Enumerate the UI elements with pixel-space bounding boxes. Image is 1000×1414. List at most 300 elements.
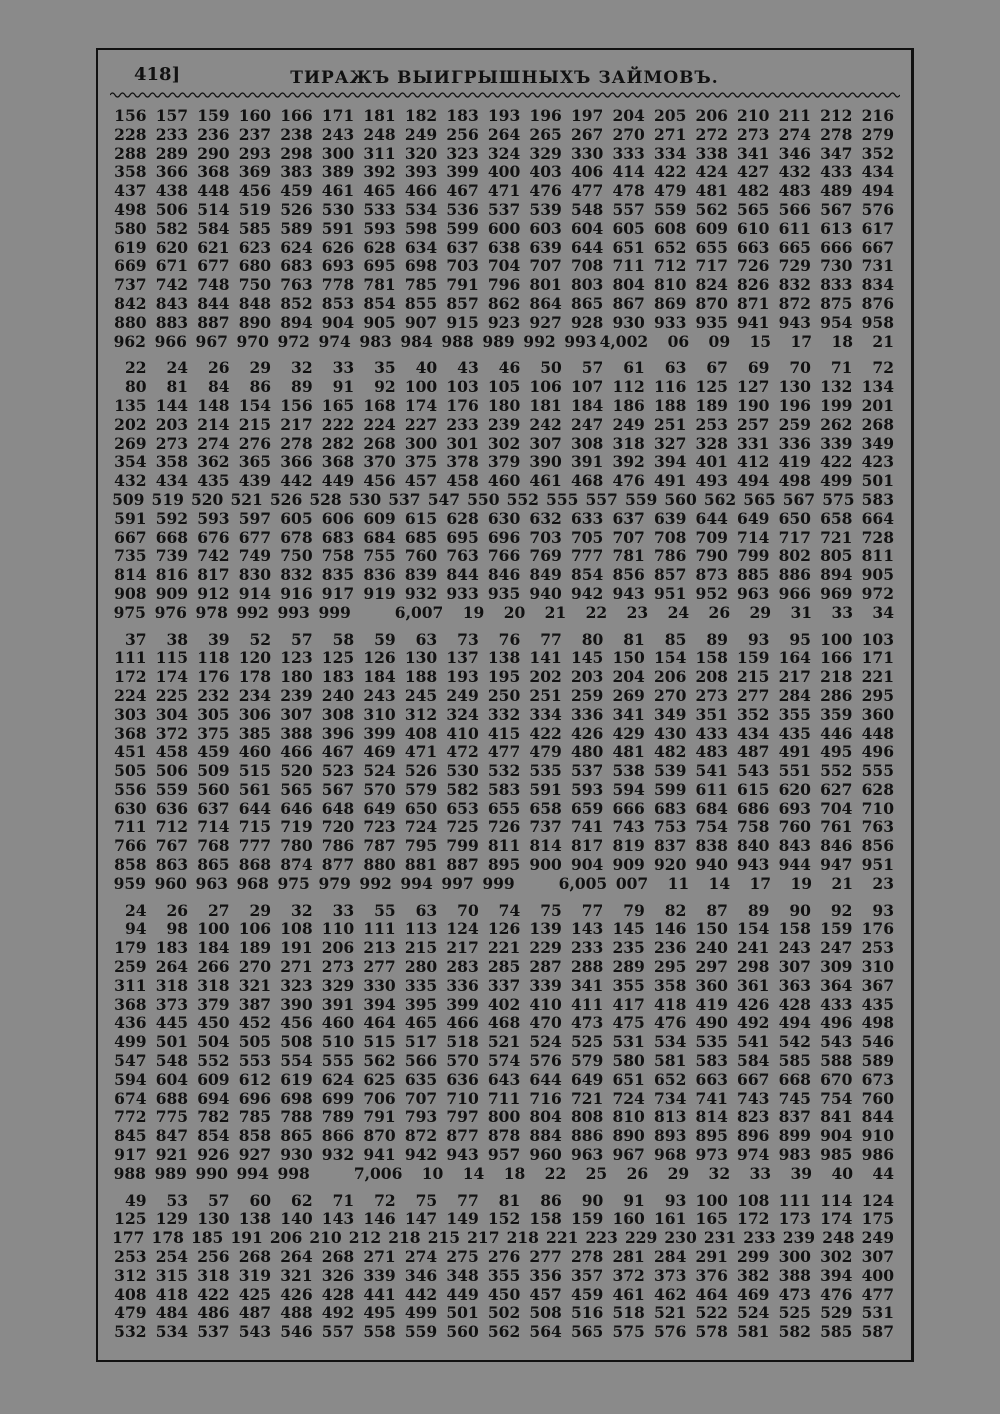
table-cell: 336 — [778, 433, 811, 453]
table-cell: 943 — [737, 855, 770, 875]
table-cell: 265 — [529, 124, 562, 144]
table-cell: 165 — [321, 395, 355, 415]
table-cell: 323 — [280, 975, 313, 995]
table-cell: 712 — [654, 256, 687, 276]
table-cell: 496 — [820, 1013, 853, 1033]
table-cell: 408 — [114, 1284, 147, 1304]
table-cell: 627 — [820, 779, 853, 799]
table-cell: 582 — [446, 779, 479, 799]
table-cell: 905 — [363, 312, 396, 332]
table-cell: 378 — [446, 452, 479, 472]
table-cell: 221 — [546, 1228, 579, 1248]
table-cell: 457 — [404, 471, 438, 491]
table-cell: 519 — [151, 489, 184, 509]
table-cell: 336 — [446, 975, 479, 995]
table-cell: 775 — [155, 1107, 189, 1127]
table-cell: 168 — [363, 395, 396, 415]
table-cell: 649 — [570, 1069, 604, 1089]
table-cell: 302 — [487, 433, 521, 453]
table-cell: 711 — [612, 256, 645, 276]
table-cell: 941 — [363, 1145, 396, 1165]
table-cell: 849 — [529, 565, 562, 585]
table-cell: 274 — [197, 433, 230, 453]
table-cell: 464 — [363, 1013, 396, 1033]
table-cell: 26 — [626, 1163, 649, 1183]
table-cell: 887 — [446, 855, 479, 875]
table-row — [108, 276, 897, 295]
table-cell: 143 — [321, 1209, 355, 1229]
table-cell: 695 — [363, 256, 396, 276]
table-cell: 522 — [695, 1303, 728, 1323]
table-cell: 429 — [612, 723, 645, 743]
table-cell: 298 — [737, 957, 770, 977]
table-cell: 839 — [404, 565, 438, 585]
table-cell: 992 — [359, 873, 392, 893]
table-cell: 498 — [861, 1013, 894, 1033]
table-cell: 134 — [861, 377, 894, 397]
table-cell: 426 — [280, 1284, 313, 1304]
table-cell: 778 — [321, 275, 355, 295]
table-cell: 143 — [570, 919, 604, 939]
table-cell: 87 — [706, 900, 728, 920]
table-row — [108, 547, 897, 566]
table-cell: 543 — [820, 1032, 853, 1052]
table-cell: 419 — [695, 994, 728, 1014]
table-cell: 341 — [612, 704, 645, 724]
table-cell: 280 — [404, 957, 438, 977]
table-cell: 387 — [238, 994, 272, 1014]
table-cell: 557 — [321, 1322, 355, 1342]
table-cell: 579 — [570, 1051, 604, 1071]
table-row — [108, 1286, 897, 1305]
table-cell: 947 — [820, 855, 853, 875]
table-cell: 196 — [778, 395, 811, 415]
table-cell: 458 — [155, 742, 189, 762]
table-cell: 235 — [612, 938, 645, 958]
table-cell: 559 — [404, 1322, 438, 1342]
table-cell: 537 — [388, 489, 421, 509]
number-block — [108, 107, 897, 351]
table-cell: 26 — [208, 358, 230, 378]
table-cell: 460 — [321, 1013, 355, 1033]
table-cell: 707 — [612, 527, 645, 547]
table-cell: 539 — [529, 199, 562, 219]
table-cell: 243 — [778, 938, 811, 958]
table-cell: 138 — [487, 648, 521, 668]
table-cell: 649 — [363, 798, 396, 818]
table-cell: 741 — [570, 817, 604, 837]
table-cell: 362 — [197, 452, 230, 472]
table-cell: 205 — [654, 106, 687, 125]
table-cell: 541 — [695, 761, 728, 781]
table-cell: 482 — [737, 181, 770, 201]
table-cell: 514 — [197, 199, 230, 219]
table-cell: 154 — [654, 648, 687, 668]
table-cell: 385 — [238, 723, 272, 743]
table-cell: 432 — [778, 162, 811, 182]
table-cell: 646 — [280, 798, 313, 818]
table-cell: 805 — [820, 546, 853, 566]
number-block — [108, 1192, 897, 1342]
table-cell: 70 — [457, 900, 479, 920]
table-cell: 846 — [820, 836, 853, 856]
table-cell: 880 — [363, 855, 396, 875]
table-row — [108, 1304, 897, 1323]
table-cell: 259 — [570, 685, 604, 705]
table-cell: 496 — [861, 742, 894, 762]
table-cell: 148 — [197, 395, 230, 415]
table-cell: 321 — [280, 1265, 313, 1285]
table-cell: 271 — [280, 957, 313, 977]
table-cell: 29 — [249, 900, 272, 920]
table-cell: 89 — [706, 629, 728, 649]
table-cell: 145 — [612, 919, 645, 939]
table-cell: 100 — [695, 1190, 728, 1210]
table-cell: 968 — [654, 1145, 687, 1165]
table-cell: 832 — [778, 275, 811, 295]
table-cell: 399 — [446, 994, 479, 1014]
table-cell: 06 — [667, 331, 690, 351]
table-cell: 185 — [190, 1228, 224, 1248]
table-cell: 311 — [363, 143, 396, 163]
table-cell: 499 — [114, 1032, 147, 1052]
table-cell: 476 — [529, 181, 562, 201]
table-cell: 334 — [654, 143, 687, 163]
table-cell: 604 — [570, 218, 604, 238]
table-cell: 336 — [570, 704, 604, 724]
table-cell: 426 — [737, 994, 770, 1014]
table-cell: 319 — [238, 1265, 272, 1285]
table-cell: 160 — [612, 1209, 645, 1229]
table-row — [108, 510, 897, 529]
table-cell: 565 — [743, 489, 776, 509]
table-cell: 966 — [778, 583, 811, 603]
table-cell: 23 — [626, 602, 649, 622]
table-cell: 477 — [861, 1284, 894, 1304]
table-cell: 339 — [529, 975, 562, 995]
table-cell: 620 — [778, 779, 811, 799]
table-cell: 532 — [487, 761, 521, 781]
table-cell: 09 — [708, 331, 731, 351]
table-cell: 366 — [155, 162, 189, 182]
table-cell: 360 — [695, 975, 728, 995]
table-cell: 103 — [861, 629, 894, 649]
table-cell: 481 — [695, 181, 728, 201]
table-cell: 243 — [363, 685, 396, 705]
table-cell: 368 — [197, 162, 230, 182]
table-cell: 721 — [570, 1088, 604, 1108]
table-cell: 43 — [457, 358, 479, 378]
table-cell: 58 — [332, 629, 355, 649]
table-cell: 871 — [737, 293, 770, 313]
table-cell: 476 — [820, 1284, 853, 1304]
table-cell: 923 — [487, 312, 521, 332]
table-cell: 130 — [404, 648, 438, 668]
table-cell: 852 — [280, 293, 313, 313]
table-row — [108, 781, 897, 800]
table-cell: 20 — [503, 602, 526, 622]
table-row — [108, 359, 897, 378]
table-cell: 693 — [321, 256, 355, 276]
table-cell: 802 — [778, 546, 811, 566]
table-cell: 468 — [570, 471, 604, 491]
table-cell: 856 — [861, 836, 894, 856]
table-cell: 910 — [861, 1126, 894, 1146]
table-cell: 33 — [831, 602, 854, 622]
table-cell: 555 — [321, 1051, 355, 1071]
table-cell: 423 — [861, 452, 894, 472]
table-cell: 278 — [820, 124, 853, 144]
table-cell: 605 — [280, 508, 313, 528]
table-cell: 352 — [737, 704, 770, 724]
table-cell: 269 — [612, 685, 645, 705]
table-cell: 176 — [446, 395, 479, 415]
table-cell: 899 — [778, 1126, 811, 1146]
table-cell: 562 — [695, 199, 728, 219]
table-cell: 652 — [654, 1069, 687, 1089]
table-row — [108, 875, 897, 894]
table-cell: 709 — [695, 527, 728, 547]
table-cell: 666 — [612, 798, 645, 818]
table-cell: 293 — [238, 143, 272, 163]
table-cell: 619 — [280, 1069, 313, 1089]
table-cell: 360 — [861, 704, 894, 724]
table-cell: 791 — [363, 1107, 396, 1127]
table-cell: 521 — [487, 1032, 521, 1052]
table-cell: 583 — [695, 1051, 728, 1071]
table-cell: 10 — [421, 1163, 444, 1183]
table-cell: 761 — [820, 817, 853, 837]
table-cell: 933 — [654, 312, 687, 332]
table-cell: 469 — [737, 1284, 770, 1304]
table-cell: 917 — [114, 1145, 147, 1165]
table-cell: 320 — [404, 143, 438, 163]
table-cell: 462 — [654, 1284, 687, 1304]
table-cell: 401 — [695, 452, 728, 472]
table-cell: 983 — [359, 331, 392, 351]
table-cell: 978 — [195, 602, 228, 622]
table-cell: 499 — [404, 1303, 438, 1323]
table-cell: 526 — [280, 199, 313, 219]
table-row — [108, 1267, 897, 1286]
table-cell: 575 — [822, 489, 855, 509]
table-cell: 634 — [404, 237, 438, 257]
table-cell: 728 — [861, 527, 894, 547]
table-cell: 124 — [861, 1190, 894, 1210]
running-title: ТИРАЖЪ ВЫИГРЫШНЫХЪ ЗАЙМОВЪ. — [290, 68, 719, 88]
table-cell: 403 — [529, 162, 562, 182]
table-cell: 434 — [155, 471, 189, 491]
table-cell: 222 — [321, 414, 355, 434]
table-cell: 61 — [623, 358, 645, 378]
table-row — [108, 491, 897, 510]
table-cell: 81 — [623, 629, 645, 649]
table-cell: 433 — [820, 994, 853, 1014]
table-cell: 191 — [230, 1228, 263, 1248]
table-cell: 328 — [695, 433, 728, 453]
table-cell: 19 — [790, 873, 813, 893]
table-cell: 238 — [280, 124, 313, 144]
table-cell: 368 — [114, 994, 147, 1014]
table-cell: 382 — [737, 1265, 770, 1285]
table-cell: 843 — [155, 293, 189, 313]
table-cell: 626 — [321, 237, 355, 257]
table-cell: 810 — [612, 1107, 645, 1127]
table-cell: 240 — [695, 938, 728, 958]
table-cell: 307 — [778, 957, 811, 977]
table-cell: 467 — [446, 181, 479, 201]
table-cell: 943 — [446, 1145, 479, 1165]
table-cell: 695 — [446, 527, 479, 547]
table-cell: 557 — [585, 489, 618, 509]
table-cell: 737 — [529, 817, 562, 837]
table-cell: 295 — [654, 957, 687, 977]
table-cell: 229 — [529, 938, 562, 958]
table-cell: 598 — [404, 218, 438, 238]
table-cell: 837 — [654, 836, 687, 856]
table-cell: 69 — [747, 358, 770, 378]
table-cell: 581 — [737, 1322, 770, 1342]
table-cell: 29 — [249, 358, 272, 378]
table-cell: 63 — [415, 900, 438, 920]
table-cell: 989 — [482, 331, 515, 351]
table-cell: 460 — [238, 742, 272, 762]
table-cell: 479 — [529, 742, 562, 762]
table-cell: 560 — [446, 1322, 479, 1342]
table-cell: 872 — [778, 293, 811, 313]
table-cell: 498 — [778, 471, 811, 491]
table-cell: 23 — [872, 873, 894, 893]
table-cell: 300 — [404, 433, 438, 453]
table-cell: 874 — [280, 855, 313, 875]
table-cell: 575 — [612, 1322, 645, 1342]
table-cell: 415 — [487, 723, 521, 743]
table-cell: 637 — [446, 237, 479, 257]
table-cell: 189 — [695, 395, 728, 415]
table-cell: 37 — [124, 629, 147, 649]
table-row — [108, 1108, 897, 1127]
table-cell: 44 — [872, 1163, 894, 1183]
table-cell: 161 — [654, 1209, 687, 1229]
table-cell: 665 — [778, 237, 811, 257]
table-cell: 154 — [238, 395, 272, 415]
table-cell: 926 — [197, 1145, 230, 1165]
table-cell: 547 — [427, 489, 461, 509]
table-cell: 111 — [778, 1190, 811, 1210]
table-cell: 714 — [737, 527, 770, 547]
table-cell: 532 — [114, 1322, 147, 1342]
table-cell: 735 — [114, 546, 147, 566]
table-cell: 725 — [446, 817, 479, 837]
table-cell: 667 — [737, 1069, 770, 1089]
table-cell: 394 — [363, 994, 396, 1014]
table-cell: 486 — [197, 1303, 230, 1323]
table-cell — [518, 875, 559, 894]
table-cell: 268 — [363, 433, 396, 453]
table-cell: 91 — [332, 377, 355, 397]
table-cell: 89 — [291, 377, 313, 397]
table-cell: 680 — [238, 256, 272, 276]
table-cell: 18 — [831, 331, 854, 351]
table-cell: 441 — [363, 1284, 396, 1304]
table-cell: 570 — [446, 1051, 479, 1071]
table-cell: 388 — [280, 723, 313, 743]
table-cell: 273 — [695, 685, 728, 705]
table-cell: 204 — [612, 667, 645, 687]
table-cell: 615 — [404, 508, 438, 528]
table-cell: 217 — [467, 1228, 500, 1248]
table-cell: 515 — [238, 761, 272, 781]
table-cell: 534 — [404, 199, 438, 219]
table-cell: 57 — [291, 629, 313, 649]
table-cell: 704 — [487, 256, 521, 276]
table-cell: 279 — [861, 124, 894, 144]
table-cell: 583 — [487, 779, 521, 799]
table-cell: 893 — [654, 1126, 687, 1146]
table-cell: 810 — [654, 275, 687, 295]
table-cell: 324 — [446, 704, 479, 724]
table-cell: 528 — [309, 489, 342, 509]
table-cell: 808 — [570, 1107, 604, 1127]
table-cell: 811 — [861, 546, 894, 566]
table-cell: 658 — [529, 798, 562, 818]
table-cell: 305 — [197, 704, 230, 724]
table-cell: 960 — [154, 873, 187, 893]
table-cell: 126 — [487, 919, 521, 939]
table-cell: 86 — [540, 1190, 562, 1210]
table-cell: 288 — [114, 143, 147, 163]
table-cell: 150 — [695, 919, 728, 939]
table-cell: 278 — [570, 1247, 604, 1267]
table-cell: 754 — [695, 817, 728, 837]
table-cell: 979 — [318, 873, 351, 893]
table-cell: 636 — [446, 1069, 479, 1089]
table-cell: 699 — [321, 1088, 355, 1108]
table-cell: 875 — [820, 293, 853, 313]
table-cell: 564 — [529, 1322, 562, 1342]
table-cell: 160 — [238, 106, 272, 125]
table-cell: 494 — [778, 1013, 811, 1033]
table-cell: 112 — [612, 377, 645, 397]
table-cell: 748 — [197, 275, 230, 295]
table-cell: 215 — [737, 667, 770, 687]
table-cell: 520 — [280, 761, 313, 781]
table-cell: 478 — [612, 181, 645, 201]
table-cell: 876 — [861, 293, 894, 313]
table-cell: 327 — [654, 433, 687, 453]
table-cell: 81 — [498, 1190, 521, 1210]
number-table — [108, 107, 897, 1350]
table-cell: 105 — [487, 377, 521, 397]
table-cell: 521 — [230, 489, 263, 509]
table-cell: 452 — [238, 1013, 272, 1033]
table-cell: 251 — [654, 414, 687, 434]
table-cell: 218 — [388, 1228, 421, 1248]
table-cell: 585 — [238, 218, 272, 238]
table-cell: 890 — [612, 1126, 645, 1146]
table-cell: 766 — [114, 836, 147, 856]
table-cell: 754 — [820, 1088, 853, 1108]
table-cell: 711 — [114, 817, 147, 837]
table-cell: 15 — [749, 331, 772, 351]
table-cell: 729 — [778, 256, 811, 276]
table-cell: 881 — [404, 855, 438, 875]
table-row — [108, 706, 897, 725]
table-cell: 731 — [861, 256, 894, 276]
table-cell: 312 — [404, 704, 438, 724]
table-cell: 814 — [529, 836, 562, 856]
table-cell: 677 — [197, 256, 230, 276]
